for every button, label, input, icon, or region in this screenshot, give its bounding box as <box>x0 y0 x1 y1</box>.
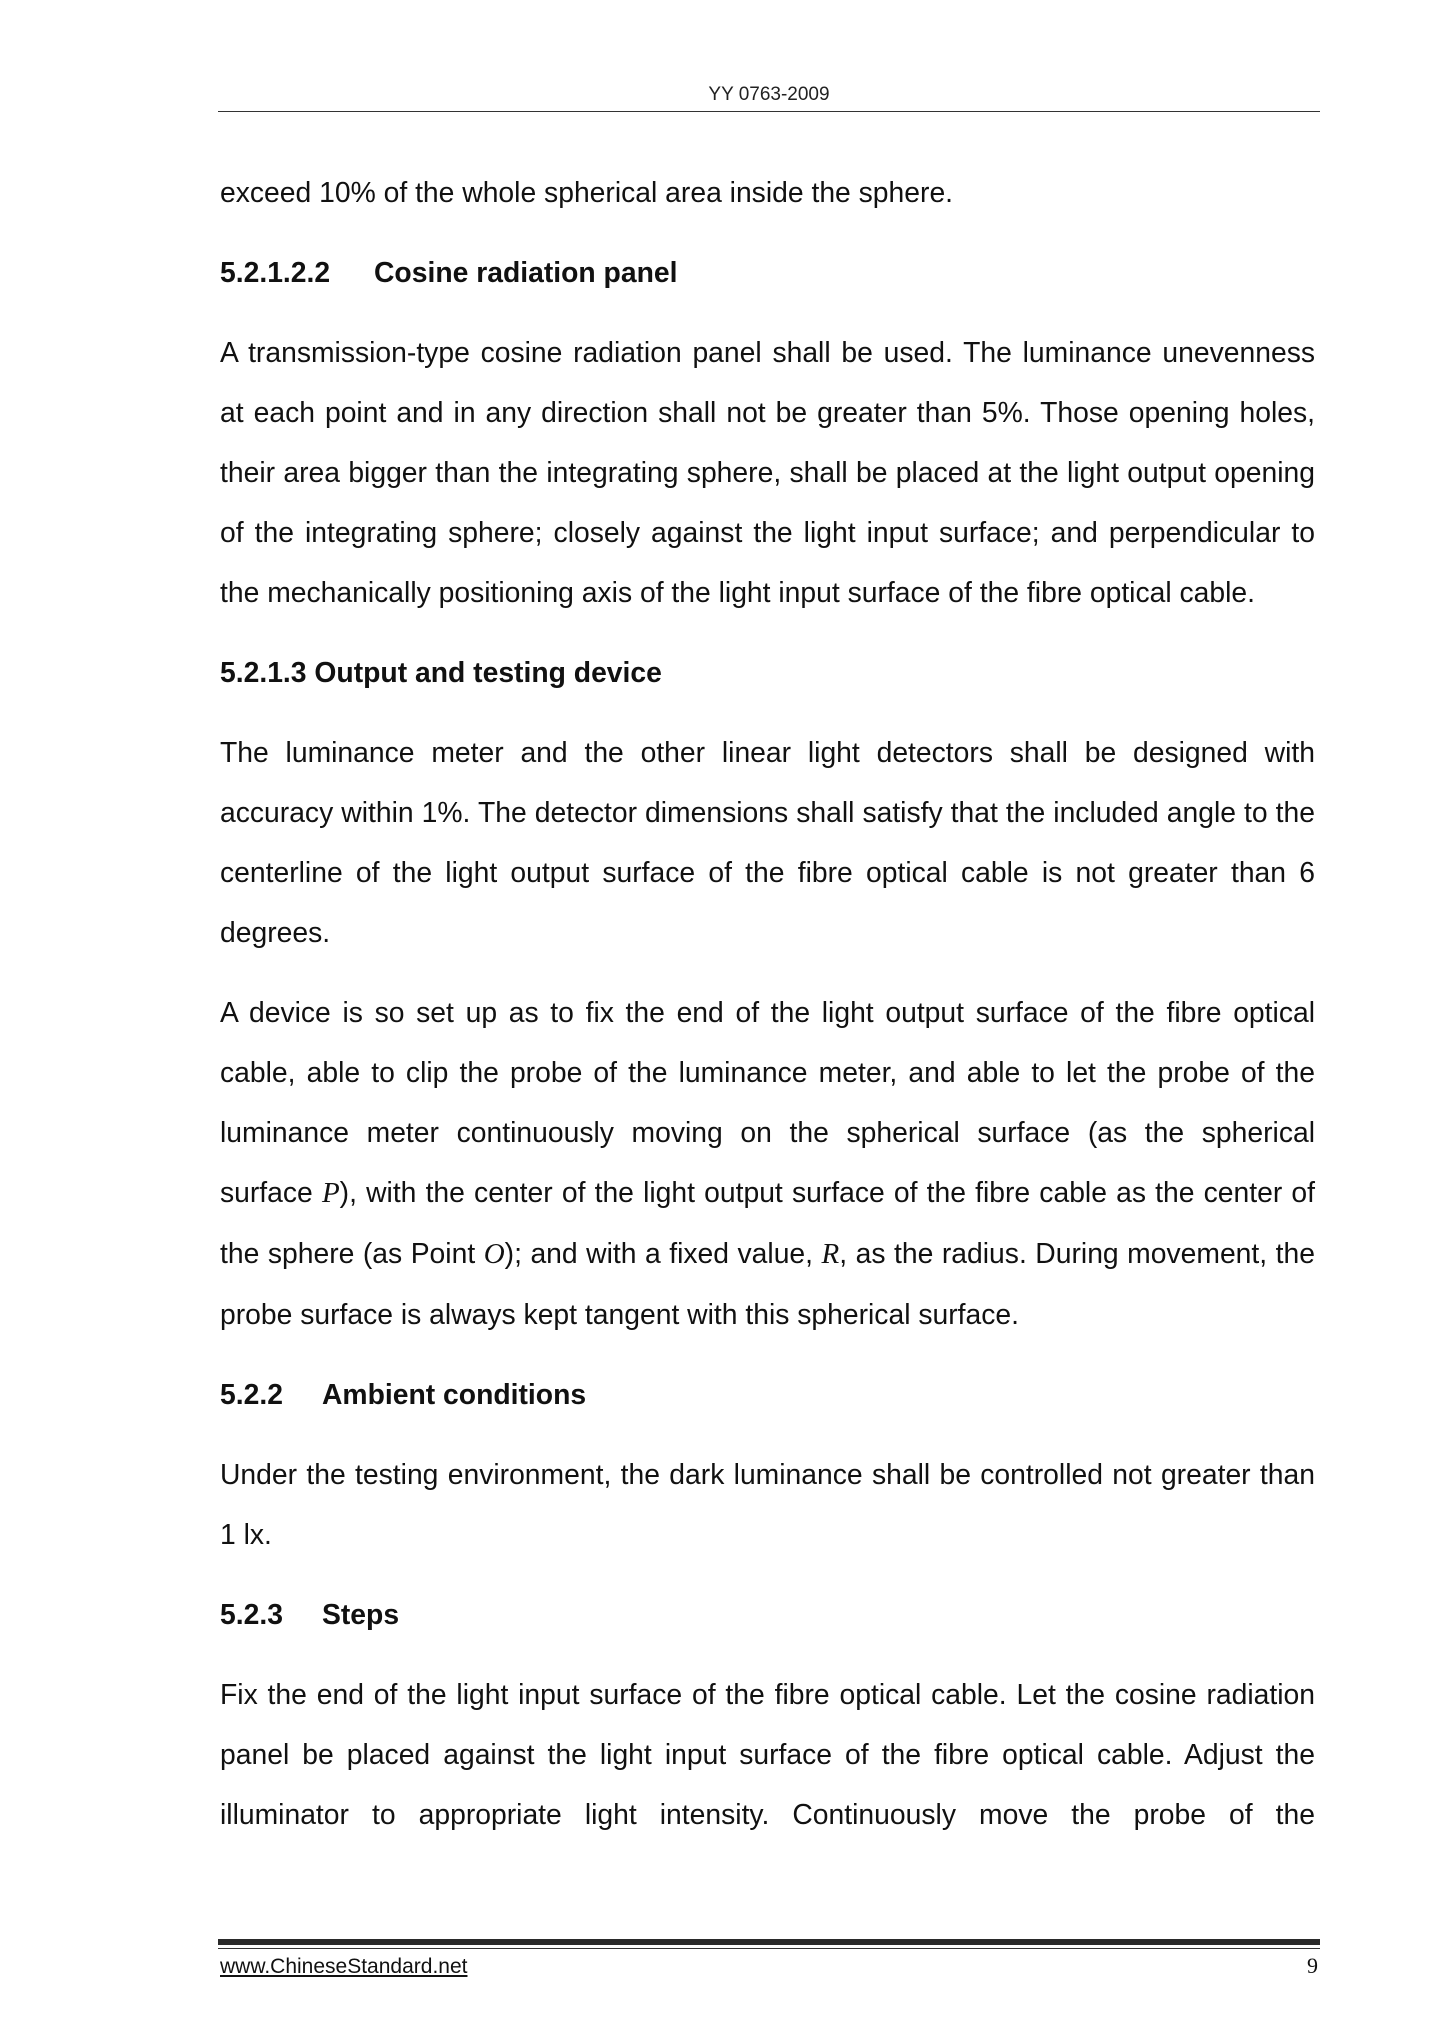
website-link[interactable]: www.ChineseStandard.net <box>220 1955 468 1978</box>
footer-rule-thin <box>218 1948 1320 1949</box>
text-run: ); and with a fixed value, <box>504 1237 822 1269</box>
section-heading-5-2-2 <box>220 1364 1315 1424</box>
text-run: A device is so set up as to fix the end of the light output surface of the fibre optical cable, able to clip the probe of the luminance meter, and able to let the probe of the luminance meter continuously moving on the spherical surface (as the spherical surface <box>220 996 1315 1208</box>
steps-paragraph: Fix the end of the light input surface of the fibre optical cable. Let the cosine radiation panel be placed against the light input surface of the fibre optical cable. Adjust the illuminator to appropriate light intensity. Continuously move the probe of the <box>220 1678 1315 1830</box>
text-run: ), with the center of the light output surface of the fibre cable as the center of the sphere (as Point <box>220 1176 1316 1269</box>
detector-accuracy-paragraph: The luminance meter and the other linear light detectors shall be designed with accuracy within 1%. The detector dimensions shall satisfy that the included angle to the centerline of the light output surface of the fibre optical cable is not greater than 6 degrees. <box>220 736 1315 948</box>
section-heading-5-2-1-3 <box>220 642 1315 702</box>
cosine-panel-paragraph: A transmission-type cosine radiation panel shall be used. The luminance unevenness at each point and in any direction shall not be greater than 5%. Those opening holes, their area bigger than the integrating sphere, shall be placed at the light output opening of the integrating sphere; closely against the light input surface; and perpendicular to the mechanically positioning axis of the light input surface of the fibre optical cable. <box>220 336 1315 608</box>
section-title: Output and testing device <box>314 656 662 688</box>
continued-paragraph: exceed 10% of the whole spherical area inside the sphere. <box>220 176 954 208</box>
text-run: , as the radius. During movement, the probe surface is always kept tangent with this spherical surface. <box>220 1237 1315 1330</box>
section-number: 5.2.1.3 <box>220 656 307 688</box>
section-number: 5.2.3 <box>220 1598 283 1630</box>
header-rule <box>218 111 1320 112</box>
section-title: Ambient conditions <box>322 1378 587 1410</box>
variable-p: P <box>321 1177 340 1209</box>
page-content <box>220 162 1315 1864</box>
section-heading-5-2-1-2-2 <box>220 242 1315 302</box>
section-heading-5-2-3 <box>220 1584 1315 1644</box>
variable-r: R <box>821 1238 840 1270</box>
section-number: 5.2.2 <box>220 1378 283 1410</box>
section-title: Cosine radiation panel <box>374 256 678 288</box>
section-number: 5.2.1.2.2 <box>220 256 331 288</box>
ambient-paragraph: Under the testing environment, the dark luminance shall be controlled not greater than 1 lx. <box>220 1458 1315 1550</box>
variable-o: O <box>483 1238 505 1270</box>
running-header: YY 0763-2009 <box>708 84 830 105</box>
footer-rule-thick <box>218 1939 1320 1945</box>
section-title: Steps <box>322 1598 400 1630</box>
page-number: 9 <box>1307 1953 1318 1978</box>
device-setup-paragraph <box>220 982 1315 1344</box>
